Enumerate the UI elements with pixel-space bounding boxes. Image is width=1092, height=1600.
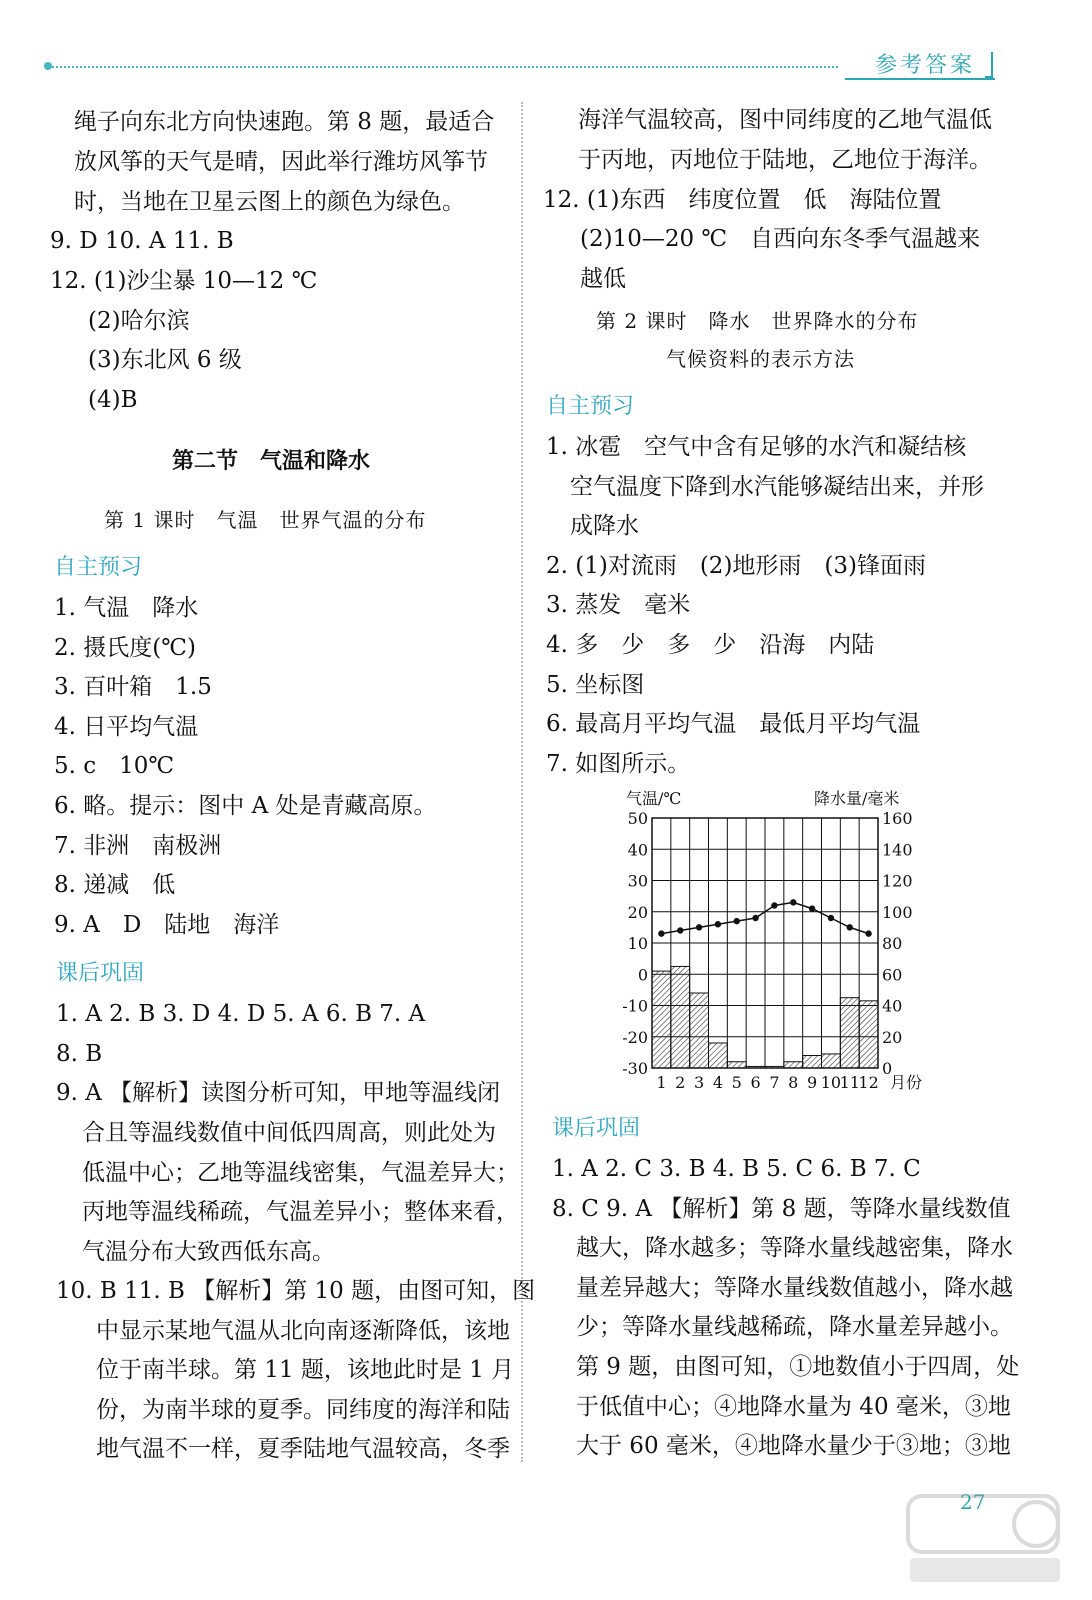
answer-line: 4. 多 少 多 少 沿海 内陆: [546, 632, 875, 658]
precip-tick-label: 20: [882, 1027, 903, 1047]
temperature-point: [696, 924, 702, 930]
header-label: 参考答案: [875, 53, 976, 78]
month-label: 1: [656, 1073, 667, 1092]
column-divider: [521, 102, 523, 1462]
watermark-logo: [900, 1488, 1070, 1588]
answer-line: (4)B: [88, 387, 138, 413]
temp-tick-label: 0: [637, 965, 648, 985]
text-line: 份，为南半球的夏季。同纬度的海洋和陆: [96, 1397, 510, 1423]
page-number: 27: [960, 1490, 986, 1514]
answer-line: 9. D 10. A 11. B: [50, 228, 234, 254]
header-bracket: [985, 52, 993, 78]
text-line: 丙地等温线稀疏，气温差异小；整体来看，: [82, 1199, 519, 1225]
text-line: 空气温度下降到水汽能够凝结出来，并形: [570, 474, 984, 500]
month-label: 5: [731, 1073, 742, 1092]
text-line: 低温中心；乙地等温线密集，气温差异大；: [82, 1160, 519, 1186]
lesson-title-cont: 气候资料的表示方法: [666, 347, 855, 371]
temperature-point: [790, 899, 796, 905]
month-label: 8: [788, 1073, 799, 1092]
temperature-point: [677, 927, 683, 933]
lesson-title: 第 1 课时 气温 世界气温的分布: [104, 508, 427, 532]
answer-line: 3. 百叶箱 1.5: [54, 674, 212, 700]
answer-line: 5. 坐标图: [546, 672, 645, 698]
review-label: 课后巩固: [552, 1116, 641, 1141]
temp-tick-label: 10: [627, 934, 648, 953]
answer-line: 12. (1)东西 纬度位置 低 海陆位置: [543, 187, 942, 213]
precip-bar: [784, 1062, 803, 1068]
temp-tick-label: 40: [627, 840, 648, 860]
precip-bar: [822, 1054, 841, 1068]
answer-line: 2. 摄氏度(℃): [54, 635, 196, 661]
temperature-point: [865, 930, 871, 936]
precip-bar: [727, 1062, 746, 1068]
temp-tick-label: -20: [622, 1027, 648, 1047]
answer-line: 10. B 11. B 【解析】第 10 题，由图可知，图: [56, 1278, 536, 1304]
temperature-point: [828, 915, 834, 921]
climate-chart-svg: [610, 782, 940, 1102]
month-label: 6: [750, 1073, 761, 1092]
answer-line: 8. C 9. A 【解析】第 8 题，等降水量线数值: [552, 1196, 1011, 1222]
precip-tick-label: 160: [882, 809, 913, 828]
text-line: 大于 60 毫米，④地降水量少于③地；③地: [576, 1433, 1011, 1459]
answer-line: 3. 蒸发 毫米: [546, 592, 691, 618]
month-label: 2: [675, 1073, 686, 1092]
month-label: 10: [820, 1073, 842, 1092]
header-underline: [845, 78, 995, 80]
review-label: 课后巩固: [56, 961, 145, 986]
answer-line: 7. 非洲 南极洲: [54, 833, 222, 859]
text-line: 放风筝的天气是晴，因此举行潍坊风筝节: [74, 149, 488, 175]
precip-tick-label: 40: [882, 996, 903, 1016]
answer-line: 1. 冰雹 空气中含有足够的水汽和凝结核: [546, 434, 967, 460]
answer-line: 9. A D 陆地 海洋: [54, 912, 280, 938]
answer-line: (2)10—20 ℃ 自西向东冬季气温越来: [580, 226, 981, 252]
answer-line: 5. c 10℃: [54, 753, 175, 779]
month-label: 12: [858, 1073, 879, 1092]
answer-line: 8. 递减 低: [54, 872, 176, 898]
temp-tick-label: 30: [627, 871, 648, 891]
month-label: 9: [806, 1073, 818, 1092]
month-label: 7: [769, 1073, 780, 1092]
precip-bar: [746, 1066, 765, 1068]
answer-line: (3)东北风 6 级: [88, 347, 242, 373]
text-line: 于低值中心；④地降水量为 40 毫米，③地: [576, 1394, 1011, 1420]
text-line: 合且等温线数值中间低四周高，则此处为: [82, 1120, 496, 1146]
precip-tick-label: 100: [882, 902, 913, 922]
precip-tick-label: 120: [882, 871, 913, 891]
answer-line: 8. B: [56, 1041, 103, 1067]
text-line: 第 9 题，由图可知，①地数值小于四周，处: [576, 1354, 1020, 1380]
climate-chart: [610, 782, 940, 1102]
section-title: 第二节 气温和降水: [172, 449, 371, 474]
text-line: 气温分布大致西低东高。: [82, 1239, 335, 1265]
month-label: 4: [712, 1073, 724, 1092]
precip-tick-label: 60: [882, 965, 903, 985]
answer-line: 2. (1)对流雨 (2)地形雨 (3)锋面雨: [546, 553, 926, 579]
temp-tick-label: 20: [627, 902, 648, 922]
text-line: 少；等降水量线越稀疏，降水量差异越小。: [576, 1314, 1013, 1340]
answer-line: 6. 最高月平均气温 最低月平均气温: [546, 711, 921, 737]
month-label: 11: [839, 1073, 860, 1092]
answer-line: 1. A 2. B 3. D 4. D 5. A 6. B 7. A: [56, 1001, 426, 1027]
temp-axis-title: 气温/℃: [626, 789, 682, 808]
text-line: 时，当地在卫星云图上的颜色为绿色。: [74, 189, 465, 215]
precip-bar: [765, 1066, 784, 1068]
answer-line: 9. A 【解析】读图分析可知，甲地等温线闭: [56, 1080, 501, 1106]
answer-line: 1. A 2. C 3. B 4. B 5. C 6. B 7. C: [552, 1156, 921, 1182]
text-line: 地气温不一样，夏季陆地气温较高，冬季: [96, 1436, 510, 1462]
temperature-point: [734, 918, 740, 924]
precip-bar: [690, 993, 709, 1068]
header-dotted-line: [48, 66, 838, 68]
x-axis-title: 月份: [890, 1073, 923, 1092]
precip-bar: [709, 1043, 728, 1068]
precip-tick-label: 80: [882, 934, 903, 953]
answer-line: 4. 日平均气温: [54, 714, 199, 740]
precip-axis-title: 降水量/毫米: [814, 789, 900, 808]
precip-tick-label: 0: [882, 1059, 893, 1078]
text-line: 海洋气温较高，图中同纬度的乙地气温低: [578, 107, 992, 133]
preview-label: 自主预习: [54, 555, 143, 580]
lesson-title: 第 2 课时 降水 世界降水的分布: [596, 309, 919, 333]
answer-line: 越低: [580, 266, 626, 292]
answer-line: (2)哈尔滨: [88, 308, 190, 334]
temp-tick-label: -10: [622, 996, 648, 1016]
text-line: 越大，降水越多；等降水量线越密集，降水: [576, 1235, 1013, 1261]
temperature-point: [658, 930, 664, 936]
answer-line: 7. 如图所示。: [546, 751, 691, 777]
precip-bar: [803, 1056, 822, 1069]
text-line: 中显示某地气温从北向南逐渐降低，该地: [96, 1318, 510, 1344]
preview-label: 自主预习: [546, 394, 635, 419]
text-line: 绳子向东北方向快速跑。第 8 题，最适合: [74, 109, 495, 135]
temperature-point: [809, 905, 815, 911]
temperature-point: [847, 924, 853, 930]
month-label: 3: [693, 1073, 705, 1092]
temperature-point: [752, 915, 758, 921]
precip-bar: [652, 971, 671, 1068]
temp-tick-label: 50: [627, 809, 648, 828]
text-line: 位于南半球。第 11 题，该地此时是 1 月: [96, 1357, 515, 1383]
answer-line: 1. 气温 降水: [54, 595, 199, 621]
temperature-point: [771, 902, 777, 908]
temperature-point: [715, 921, 721, 927]
precip-bar: [840, 998, 859, 1068]
temp-tick-label: -30: [622, 1059, 648, 1078]
text-line: 成降水: [570, 513, 639, 539]
text-line: 于丙地，丙地位于陆地，乙地位于海洋。: [578, 147, 992, 173]
precip-tick-label: 140: [882, 840, 913, 860]
text-line: 量差异越大；等降水量线数值越小，降水越: [576, 1275, 1013, 1301]
answer-line: 12. (1)沙尘暴 10—12 ℃: [50, 268, 318, 294]
answer-line: 6. 略。提示：图中 A 处是青藏高原。: [54, 793, 437, 819]
precip-bar: [859, 1001, 878, 1068]
precip-bar: [671, 966, 690, 1068]
